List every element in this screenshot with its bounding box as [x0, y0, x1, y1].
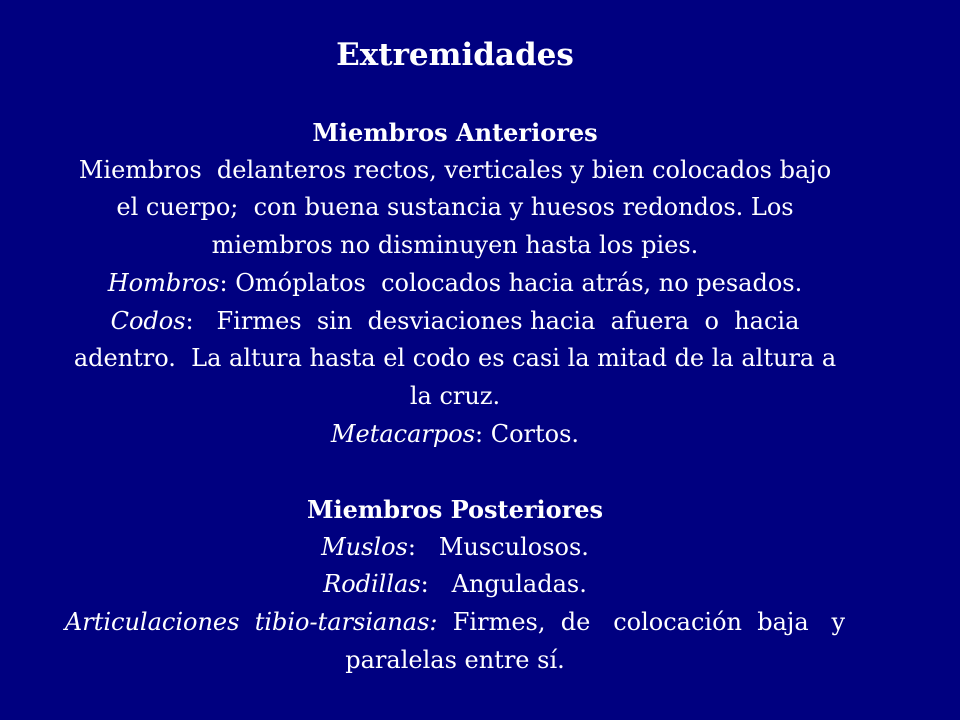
- codos-line: [12, 303, 898, 341]
- codos-label: Codos: [110, 306, 186, 335]
- hombros-text: : Omóplatos colocados hacia atrás, no pesados.: [219, 268, 803, 297]
- anteriores-line-3: miembros no disminuyen hasta los pies.: [211, 231, 699, 260]
- articulaciones-line: [12, 604, 898, 642]
- articulaciones-text: Firmes, de colocación baja y: [437, 608, 846, 637]
- posteriores-heading: Miembros Posteriores: [306, 495, 604, 525]
- muslos-text: : Musculosos.: [407, 532, 589, 561]
- anteriores-line-1: Miembros delanteros rectos, verticales y bien colocados bajo: [78, 155, 832, 184]
- rodillas-line: [12, 566, 898, 604]
- section-spacer: [12, 453, 898, 491]
- hombros-line: [12, 265, 898, 303]
- slide-title: Extremidades: [336, 37, 574, 73]
- rodillas-text: : Anguladas.: [420, 570, 587, 599]
- muslos-label: Muslos: [321, 532, 408, 561]
- slide-body: [12, 114, 898, 680]
- muslos-line: [12, 529, 898, 567]
- codos-line-2: adentro. La altura hasta el codo es casi la mitad de la altura a: [73, 344, 837, 373]
- metacarpos-line: [12, 416, 898, 454]
- articulaciones-line-2: paralelas entre sí.: [345, 645, 565, 674]
- anteriores-heading: Miembros Anteriores: [312, 118, 598, 147]
- hombros-label: Hombros: [107, 268, 220, 297]
- codos-line-3: la cruz.: [409, 381, 501, 410]
- articulaciones-label: Articulaciones tibio-tarsianas:: [64, 608, 438, 637]
- rodillas-label: Rodillas: [323, 570, 421, 599]
- anteriores-line-2: el cuerpo; con buena sustancia y huesos redondos. Los: [116, 193, 794, 222]
- codos-text: : Firmes sin desviaciones hacia afuera o hacia: [185, 306, 800, 335]
- metacarpos-label: Metacarpos: [330, 419, 476, 448]
- metacarpos-text: : Cortos.: [475, 419, 580, 448]
